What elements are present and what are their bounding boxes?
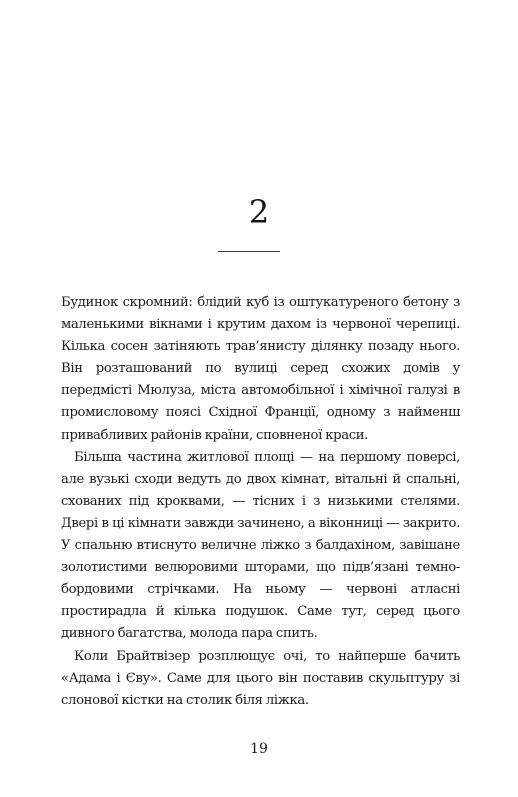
paragraph: Коли Брайтвізер розплющує очі, то найперше бачить «Адама і Єву». Саме для цього він поставив скульптуру зі слонової кістки на столик біля ліжка.	[61, 648, 460, 708]
page-number: 19	[250, 741, 268, 757]
paragraph: Більша частина житлової площі — на першому поверсі, але вузькі сходи ведуть до двох кімнат, вітальні й спальні, схованих під кроквами, — тісних і з низькими стелями. Двері в ці кімнати завжди зачинено, а віконниці — закрито. У спальню втиснуто величне ліжко з балдахіном, завішане золотистими велюровими шторами, що підв’язані темно-бордовими стрічками. На ньому — червоні атласні простирадла й кілька подушок. Саме тут, серед цього дивного багатства, молода пара спить.	[61, 449, 460, 642]
chapter-divider	[218, 251, 280, 252]
paragraph: Будинок скромний: блідий куб із оштукатуреного бетону з маленькими вікнами і крутим дахом із червоної черепиці. Кілька сосен затіняють трав’янисту ділянку позаду нього. Він розташований по вулиці серед схожих домів у передмісті Мюлуза, міста автомобільної і хімічної галузі в промисловому поясі Східної Франції, одному з найменш привабливих районів країни, сповненої краси.	[61, 295, 460, 443]
chapter-number: 2	[248, 193, 270, 231]
body-text	[61, 292, 460, 712]
